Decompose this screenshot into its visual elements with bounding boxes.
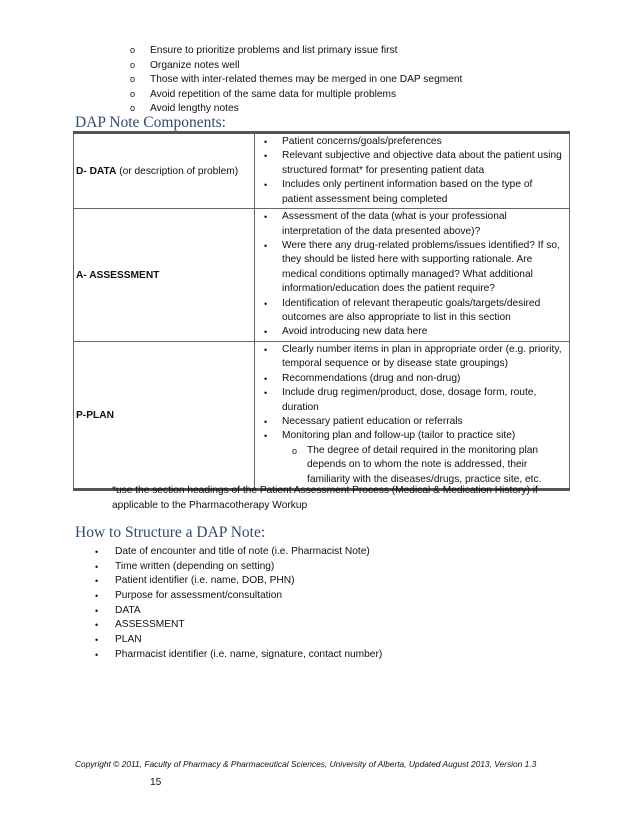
list-item-text: Pharmacist identifier (i.e. name, signature, contact number) xyxy=(115,648,383,660)
list-item-text: Monitoring plan and follow-up (tailor to practice site) xyxy=(282,430,516,442)
structure-heading: How to Structure a DAP Note: xyxy=(75,524,266,541)
top-sub-bullet-list xyxy=(130,43,462,116)
list-item-text: DATA xyxy=(115,604,141,616)
dap-components-table xyxy=(73,131,570,491)
list-item-text: Necessary patient education or referrals xyxy=(282,416,463,428)
list-item-text: Include drug regimen/product, dose, dosage form, route, duration xyxy=(282,387,537,413)
table-row-plan xyxy=(74,342,570,490)
list-item xyxy=(95,633,382,648)
row-label-bold: A- ASSESSMENT xyxy=(76,269,160,281)
list-item-text: Were there any drug-related problems/issues identified? If so, they should be listed here with supporting rationale. Are medical conditions optimally managed? What additional information/education does the patient require? xyxy=(282,240,560,295)
list-item xyxy=(255,210,569,239)
sub-bullet-marker: o xyxy=(130,59,136,70)
list-item xyxy=(95,545,382,560)
row-label xyxy=(74,209,255,342)
list-item xyxy=(255,149,569,178)
list-item xyxy=(255,239,569,297)
list-item xyxy=(255,325,569,339)
list-item-text: Includes only pertinent information based on the type of patient assessment being completed xyxy=(282,179,533,205)
list-item xyxy=(130,72,462,87)
bullet-marker: • xyxy=(95,620,99,631)
bullet-marker: • xyxy=(95,547,99,557)
table-footnote: *use the section headings of the Patient Assessment Process (Medical & Medication History) if applicable to the Pharmacotherapy Workup xyxy=(112,485,538,511)
bullet-marker: • xyxy=(95,576,99,587)
list-item-text: ASSESSMENT xyxy=(115,619,185,631)
list-item-text: Avoid lengthy notes xyxy=(150,103,239,115)
row-label xyxy=(74,133,255,209)
list-item-text: Avoid introducing new data here xyxy=(282,326,428,338)
bullet-marker: • xyxy=(95,561,99,572)
list-item-text: Relevant subjective and objective data about the patient using structured format* for presenting patient data xyxy=(282,150,562,176)
bullet-marker: • xyxy=(95,635,99,646)
list-item xyxy=(255,429,569,443)
bullet-marker: • xyxy=(264,417,268,428)
list-item xyxy=(255,372,569,386)
list-item-text: Recommendations (drug and non-drug) xyxy=(282,372,461,384)
list-item-text: Avoid repetition of the same data for multiple problems xyxy=(150,88,397,100)
list-item-text: The degree of detail required in the monitoring plan depends on to whom the note is addressed, their familiarity with the diseases/drugs, practice site, etc. xyxy=(307,444,542,485)
sub-bullet-marker: o xyxy=(292,445,298,456)
list-item xyxy=(255,297,569,326)
list-item xyxy=(130,43,462,58)
row-label-bold: P-PLAN xyxy=(76,409,114,421)
list-item-text: Patient identifier (i.e. name, DOB, PHN) xyxy=(115,575,295,587)
list-item-text: Ensure to prioritize problems and list primary issue first xyxy=(150,45,398,56)
row-content xyxy=(255,342,570,490)
bullet-marker: • xyxy=(264,373,268,384)
list-item xyxy=(255,386,569,415)
list-item-text: Time written (depending on setting) xyxy=(115,560,275,572)
table-row-assessment xyxy=(74,209,570,342)
sub-bullet-marker: o xyxy=(130,45,136,55)
sub-list-item xyxy=(255,444,569,487)
list-item xyxy=(255,135,569,149)
list-item-text: PLAN xyxy=(115,634,142,646)
list-item-text: Those with inter-related themes may be merged in one DAP segment xyxy=(150,74,463,86)
list-item xyxy=(95,648,382,663)
bullet-marker: • xyxy=(95,605,99,616)
list-item-text: Clearly number items in plan in appropriate order (e.g. priority, temporal sequence or by disease state groupings) xyxy=(282,344,562,370)
bullet-marker: • xyxy=(95,649,99,660)
list-item-text: Patient concerns/goals/preferences xyxy=(282,136,442,147)
row-label-rest: (or description of problem) xyxy=(116,165,239,177)
row-label-bold: D- DATA xyxy=(76,165,117,177)
list-item-text: Date of encounter and title of note (i.e. Pharmacist Note) xyxy=(115,546,370,557)
row-label xyxy=(74,342,255,490)
list-item xyxy=(95,618,382,633)
list-item xyxy=(95,574,382,589)
sub-bullet-marker: o xyxy=(130,103,136,114)
bullet-marker: • xyxy=(264,180,268,191)
list-item-text: Identification of relevant therapeutic goals/targets/desired outcomes are also appropriate to list in this section xyxy=(282,297,541,324)
bullet-marker: • xyxy=(264,137,268,147)
list-item-text: Assessment of the data (what is your professional interpretation of the data presented above)? xyxy=(282,211,507,237)
bullet-marker: • xyxy=(264,431,268,442)
list-item xyxy=(130,87,462,102)
sub-bullet-marker: o xyxy=(130,74,136,85)
bullet-marker: • xyxy=(264,212,268,223)
page-number: 15 xyxy=(150,777,162,788)
list-item xyxy=(255,415,569,429)
row-content xyxy=(255,133,570,209)
bullet-marker: • xyxy=(264,298,268,309)
copyright-footer: Copyright © 2011, Faculty of Pharmacy & Pharmaceutical Sciences, University of Alberta, Updated August 2013, Version 1.3 xyxy=(75,759,537,769)
bullet-marker: • xyxy=(264,151,268,162)
sub-bullet-marker: o xyxy=(130,88,136,99)
row-content xyxy=(255,209,570,342)
bullet-marker: • xyxy=(95,591,99,602)
bullet-marker: • xyxy=(264,241,268,252)
list-item xyxy=(95,604,382,619)
bullet-marker: • xyxy=(264,345,268,356)
list-item xyxy=(95,560,382,575)
list-item xyxy=(130,58,462,73)
structure-bullet-list xyxy=(95,545,382,663)
list-item-text: Organize notes well xyxy=(150,59,240,71)
bullet-marker: • xyxy=(264,388,268,399)
dap-components-heading: DAP Note Components: xyxy=(75,114,226,131)
list-item xyxy=(255,343,569,372)
list-item xyxy=(255,178,569,207)
list-item-text: Purpose for assessment/consultation xyxy=(115,590,283,602)
bullet-marker: • xyxy=(264,327,268,338)
list-item xyxy=(95,589,382,604)
table-row-data xyxy=(74,133,570,209)
